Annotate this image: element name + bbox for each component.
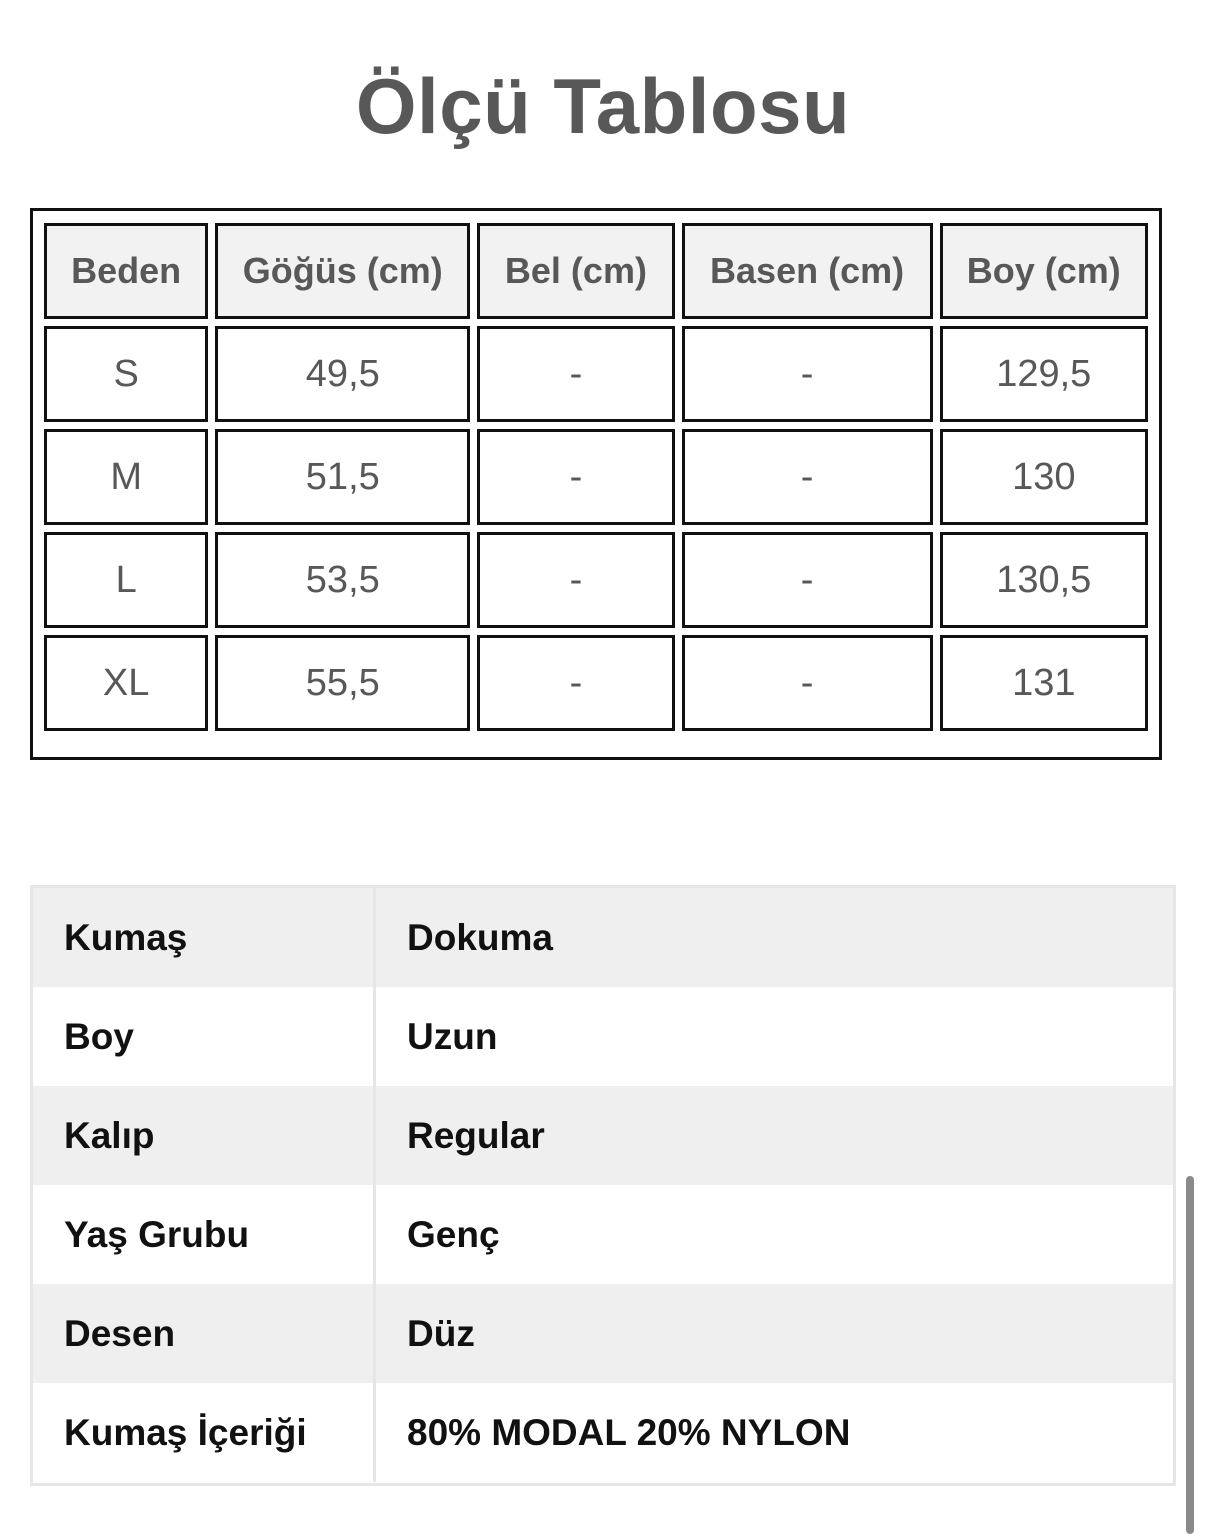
page-title: Ölçü Tablosu — [355, 62, 851, 150]
cell-basen: - — [682, 532, 933, 628]
attribute-row-kumas — [33, 888, 1173, 987]
cell-gogus: 51,5 — [215, 429, 470, 525]
cell-bel: - — [477, 326, 674, 422]
attribute-label: Desen — [33, 1284, 376, 1383]
attribute-row-desen — [33, 1284, 1173, 1383]
header-gogus: Göğüs (cm) — [215, 223, 470, 319]
attribute-label: Kumaş İçeriği — [33, 1383, 376, 1482]
cell-size: L — [44, 532, 208, 628]
attribute-label: Kumaş — [33, 888, 376, 987]
attribute-label: Yaş Grubu — [33, 1185, 376, 1284]
cell-bel: - — [477, 635, 674, 731]
header-basen: Basen (cm) — [682, 223, 933, 319]
header-boy: Boy (cm) — [940, 223, 1148, 319]
size-table-header-row — [44, 223, 1148, 319]
cell-bel: - — [477, 429, 674, 525]
cell-gogus: 49,5 — [215, 326, 470, 422]
attribute-label: Boy — [33, 987, 376, 1086]
attribute-row-kumas-icerigi — [33, 1383, 1173, 1482]
cell-size: XL — [44, 635, 208, 731]
attribute-value: Regular — [407, 1114, 545, 1156]
attribute-value: Dokuma — [407, 916, 553, 958]
cell-boy: 130,5 — [940, 532, 1148, 628]
cell-boy: 129,5 — [940, 326, 1148, 422]
cell-basen: - — [682, 326, 933, 422]
attribute-value: Düz — [407, 1312, 475, 1354]
header-bel: Bel (cm) — [477, 223, 674, 319]
table-row — [44, 532, 1148, 628]
header-beden: Beden — [44, 223, 208, 319]
attribute-value: Uzun — [407, 1015, 498, 1057]
cell-bel: - — [477, 532, 674, 628]
attribute-value: Genç — [407, 1213, 500, 1255]
table-row — [44, 635, 1148, 731]
cell-boy: 131 — [940, 635, 1148, 731]
cell-gogus: 53,5 — [215, 532, 470, 628]
cell-basen: - — [682, 635, 933, 731]
cell-gogus: 55,5 — [215, 635, 470, 731]
size-table — [37, 216, 1155, 738]
table-row — [44, 429, 1148, 525]
cell-boy: 130 — [940, 429, 1148, 525]
product-attributes-table — [30, 885, 1176, 1486]
attribute-row-kalip — [33, 1086, 1173, 1185]
size-chart — [30, 208, 1162, 760]
attribute-row-yas-grubu — [33, 1185, 1173, 1284]
table-row — [44, 326, 1148, 422]
attribute-row-boy — [33, 987, 1173, 1086]
attribute-label: Kalıp — [33, 1086, 376, 1185]
attribute-value: 80% MODAL 20% NYLON — [407, 1411, 851, 1453]
cell-basen: - — [682, 429, 933, 525]
vertical-scrollbar[interactable] — [1186, 1176, 1194, 1534]
cell-size: S — [44, 326, 208, 422]
cell-size: M — [44, 429, 208, 525]
